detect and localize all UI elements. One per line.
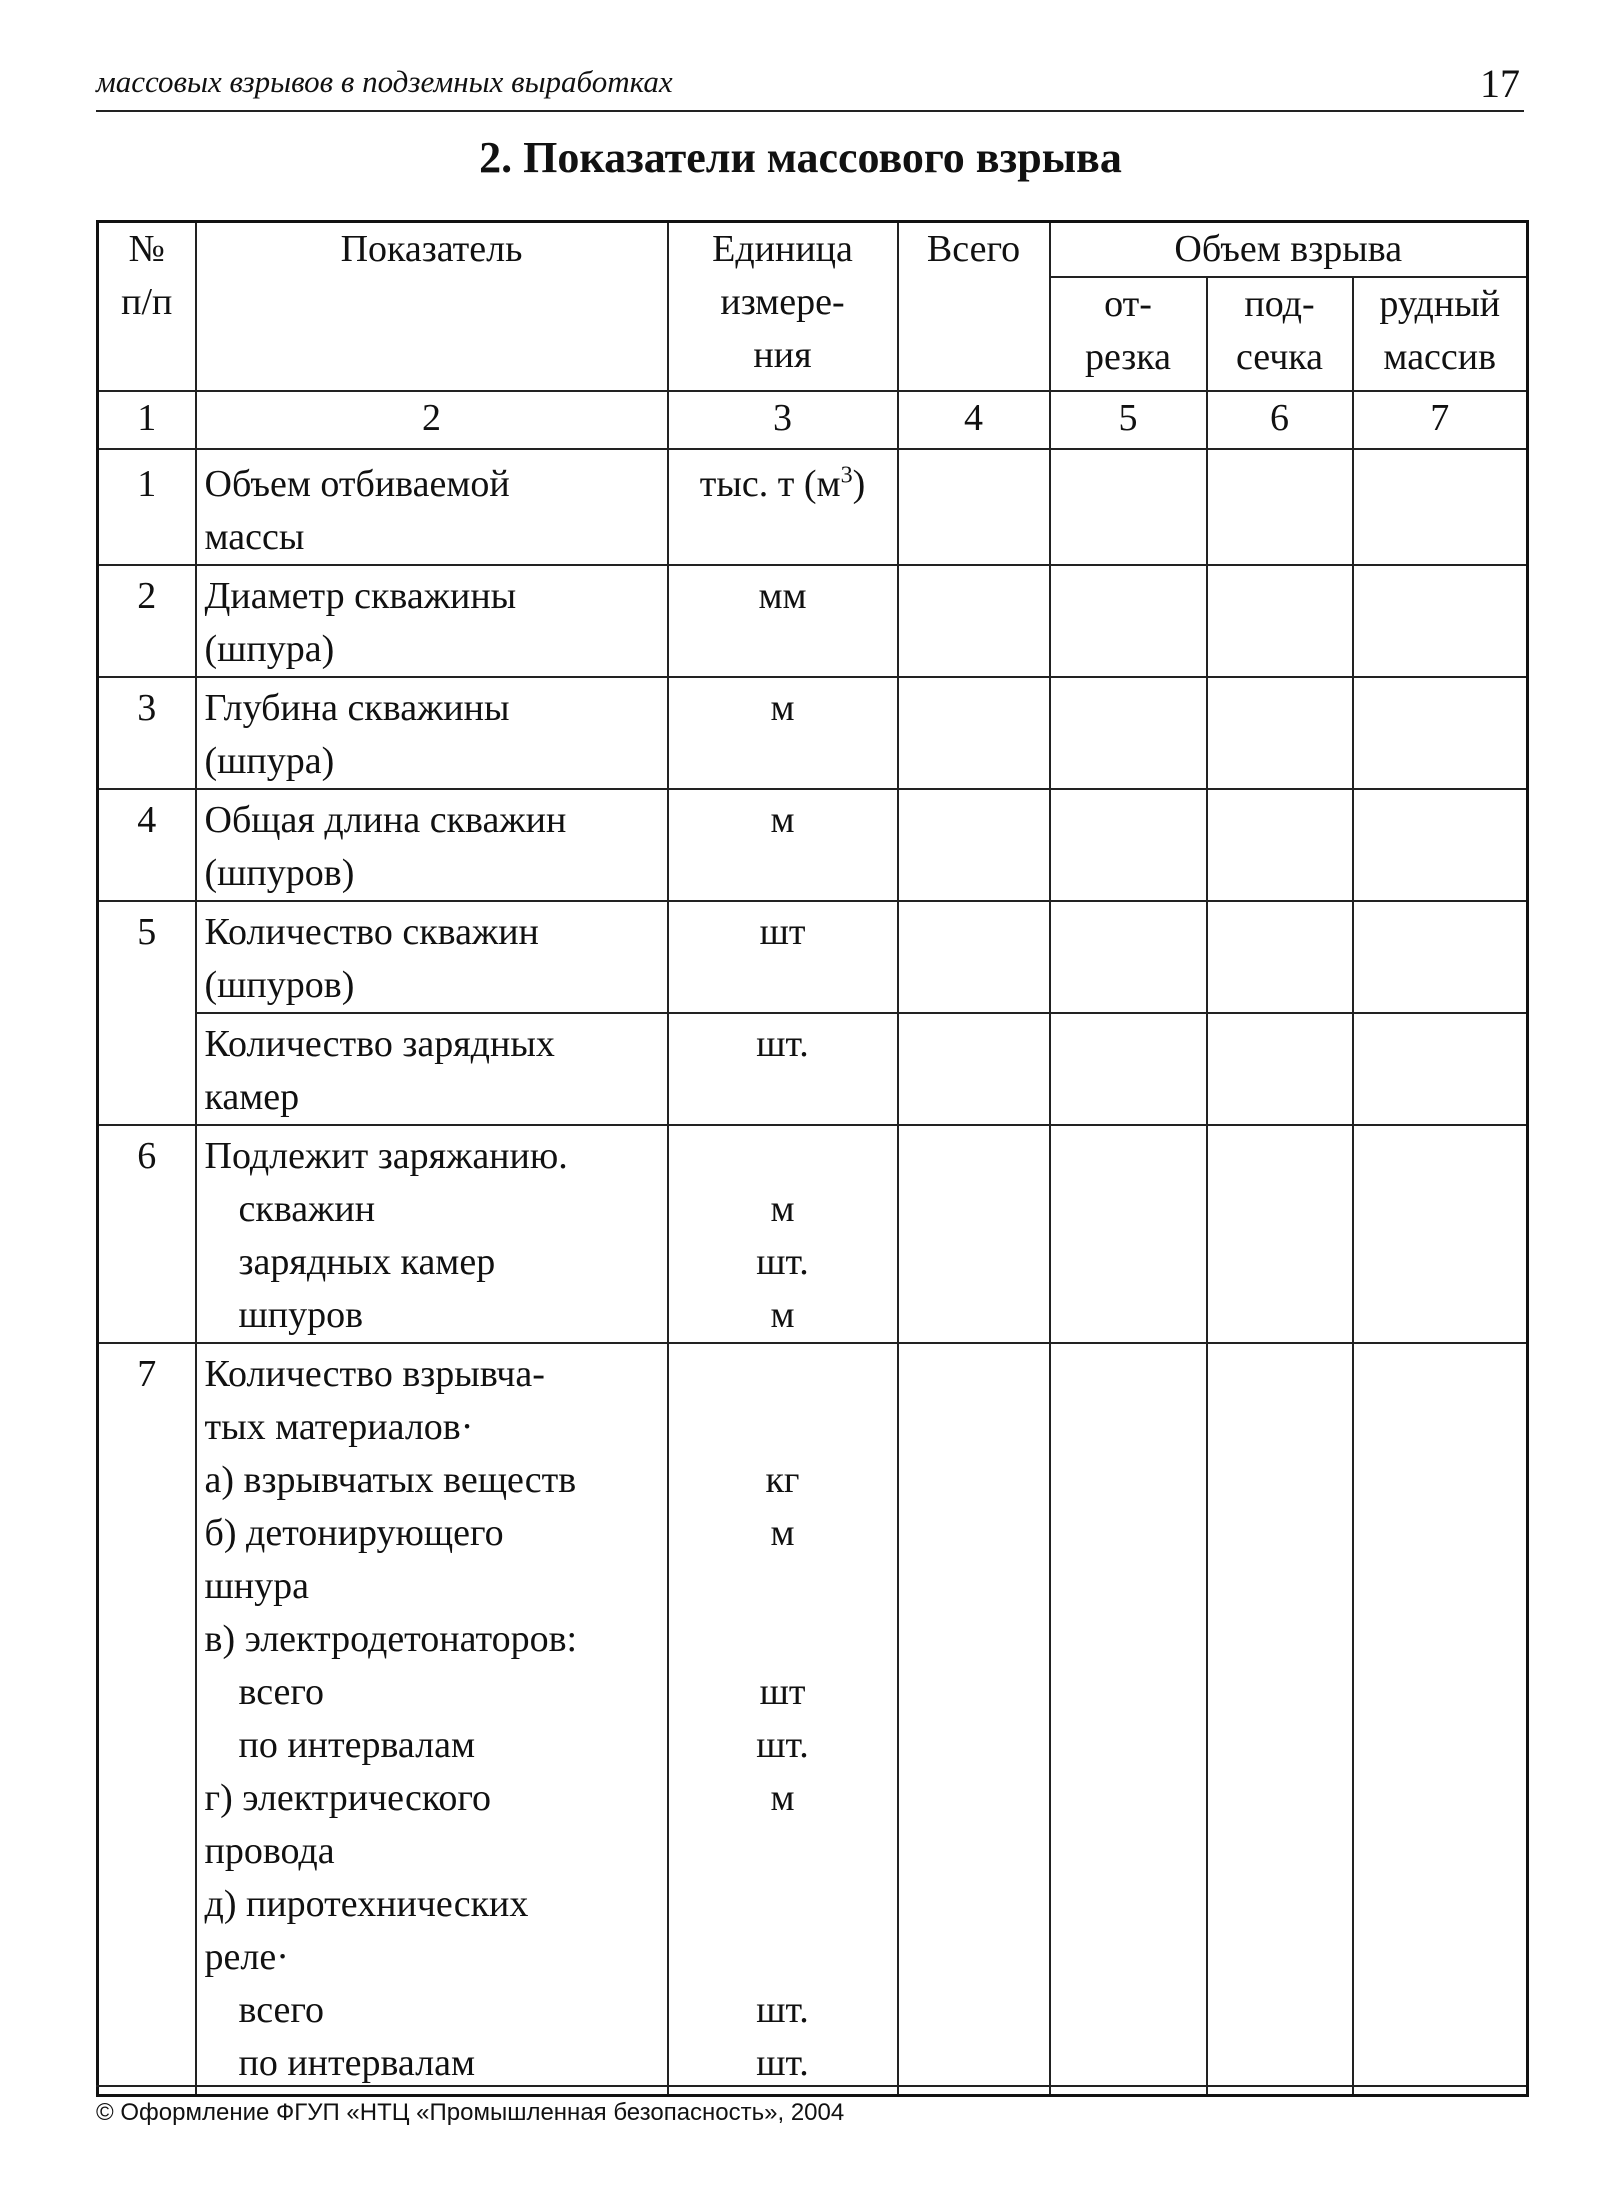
value-cell: [1353, 1343, 1528, 2095]
header-unit: [668, 222, 898, 392]
header-indicator: Показатель: [196, 222, 668, 392]
header-num-line: №: [128, 228, 165, 270]
unit-line: шт.: [756, 1023, 809, 1065]
indicator-line: массы: [204, 516, 305, 558]
row-indicator: [196, 449, 668, 565]
value-cell: [898, 901, 1050, 1013]
value-cell: [1207, 565, 1353, 677]
row-indicator: [196, 789, 668, 901]
value-cell: [1050, 901, 1207, 1013]
indicator-line: г) электрического: [204, 1777, 492, 1819]
unit-line: шт.: [756, 1989, 809, 2031]
indicator-line: по интервалам: [238, 1724, 475, 1766]
row-number: 3: [98, 677, 196, 789]
indicator-line: всего: [238, 1671, 325, 1713]
indicator-line: Количество зарядных: [204, 1023, 555, 1065]
unit-line: мм: [758, 575, 807, 617]
unit-line: [677, 1613, 889, 1666]
value-cell: [1050, 1013, 1207, 1125]
value-cell: [1353, 449, 1528, 565]
header-sub-line: резка: [1084, 336, 1172, 378]
footer-divider: [96, 2085, 1526, 2087]
value-cell: [898, 1125, 1050, 1343]
value-cell: [1353, 901, 1528, 1013]
indicator-line: Количество скважин: [204, 911, 539, 953]
unit-prefix: тыс. т (м: [699, 463, 841, 505]
header-num: [98, 222, 196, 392]
header-sub-undercut: [1207, 277, 1353, 391]
table-title: 2. Показатели массового взрыва: [479, 133, 1122, 182]
indicator-line: всего: [238, 1989, 325, 2031]
header-unit-line: ния: [753, 334, 812, 376]
unit-line: шт.: [756, 1724, 809, 1766]
unit-line: м: [770, 1188, 795, 1230]
indicator-line: Диаметр скважины: [204, 575, 517, 617]
indicator-line: скважин: [238, 1188, 376, 1230]
row-unit: [668, 901, 898, 1013]
header-volume: Объем взрыва: [1050, 222, 1528, 278]
row-unit: [668, 789, 898, 901]
unit-line: шт: [759, 1671, 806, 1713]
value-cell: [1207, 901, 1353, 1013]
value-cell: [1207, 789, 1353, 901]
indicator-line: (шпуров): [204, 852, 355, 894]
value-cell: [1050, 449, 1207, 565]
unit-line: шт.: [756, 1241, 809, 1283]
unit-superscript: 3: [840, 462, 853, 489]
running-header: [96, 58, 1524, 112]
row-indicator: [196, 565, 668, 677]
row-unit: [668, 565, 898, 677]
unit-line: м: [770, 1777, 795, 1819]
indicator-line: в) электродетонаторов:: [204, 1618, 578, 1660]
value-cell: [898, 449, 1050, 565]
row-indicator: [196, 901, 668, 1013]
indicator-line: по интервалам: [238, 2042, 475, 2084]
header-num-line: п/п: [121, 281, 173, 323]
value-cell: [1353, 565, 1528, 677]
row-number: 5: [98, 901, 196, 1125]
indicator-line: д) пиротехнических: [204, 1883, 529, 1925]
column-number: 1: [98, 391, 196, 449]
unit-line: [677, 1401, 889, 1454]
row-indicator: [196, 677, 668, 789]
value-cell: [1050, 565, 1207, 677]
row-number: 7: [98, 1343, 196, 2095]
value-cell: [898, 677, 1050, 789]
value-cell: [1050, 789, 1207, 901]
value-cell: [1353, 1125, 1528, 1343]
value-cell: [1050, 1125, 1207, 1343]
row-indicator: [196, 1125, 668, 1343]
running-title: массовых взрывов в подземных выработках: [96, 64, 673, 99]
unit-line: шт: [759, 911, 806, 953]
column-number: 7: [1353, 391, 1528, 449]
unit-line: [677, 1348, 889, 1401]
value-cell: [1050, 1343, 1207, 2095]
column-number-row: [98, 391, 1528, 449]
value-cell: [898, 789, 1050, 901]
row-unit: [668, 677, 898, 789]
row-number: 4: [98, 789, 196, 901]
indicator-line: зарядных камер: [238, 1241, 496, 1283]
unit-line: м: [770, 687, 795, 729]
indicator-line: (шпура): [204, 740, 335, 782]
indicator-line: шнура: [204, 1565, 309, 1607]
header-sub-line: от-: [1104, 283, 1152, 325]
value-cell: [1353, 677, 1528, 789]
column-number: 4: [898, 391, 1050, 449]
page-number: 17: [1480, 61, 1520, 106]
header-sub-line: сечка: [1235, 336, 1324, 378]
table-row: [98, 565, 1528, 677]
indicator-line: Количество взрывча-: [204, 1353, 545, 1395]
indicator-line: шпуров: [238, 1294, 364, 1336]
unit-line: [677, 1825, 889, 1878]
indicator-line: Общая длина скважин: [204, 799, 567, 841]
indicator-line: Подлежит заряжанию.: [204, 1135, 568, 1177]
indicator-line: (шпуров): [204, 964, 355, 1006]
unit-line: [677, 1931, 889, 1984]
row-indicator: [196, 1013, 668, 1125]
value-cell: [898, 565, 1050, 677]
indicator-line: Объем отбиваемой: [204, 463, 510, 505]
indicator-line: а) взрывчатых веществ: [204, 1459, 577, 1501]
table-row: [98, 1013, 1528, 1125]
value-cell: [1353, 1013, 1528, 1125]
indicator-line: реле·: [204, 1936, 289, 1978]
indicator-line: (шпура): [204, 628, 335, 670]
header-sub-ore: [1353, 277, 1528, 391]
row-unit: [668, 1343, 898, 2095]
row-unit: [668, 1013, 898, 1125]
value-cell: [1207, 1343, 1353, 2095]
table-row: [98, 1125, 1528, 1343]
header-sub-line: под-: [1244, 283, 1315, 325]
value-cell: [1207, 677, 1353, 789]
footer-copyright: © Оформление ФГУП «НТЦ «Промышленная безопасность», 2004: [96, 2099, 845, 2126]
table-row: [98, 449, 1528, 565]
value-cell: [898, 1013, 1050, 1125]
row-unit: [668, 1125, 898, 1343]
value-cell: [898, 1343, 1050, 2095]
table-row: [98, 901, 1528, 1013]
unit-line: [677, 1130, 889, 1183]
value-cell: [1353, 789, 1528, 901]
indicator-line: Глубина скважины: [204, 687, 510, 729]
unit-line: шт.: [756, 2042, 809, 2084]
header-sub-line: массив: [1383, 336, 1497, 378]
indicator-line: тых материалов·: [204, 1406, 474, 1448]
unit-suffix: ): [852, 463, 866, 505]
unit-line: [677, 1560, 889, 1613]
unit-line: м: [770, 1294, 795, 1336]
column-number: 6: [1207, 391, 1353, 449]
unit-line: кг: [765, 1459, 800, 1501]
indicator-line: камер: [204, 1076, 300, 1118]
column-number: 5: [1050, 391, 1207, 449]
header-sub-cut: [1050, 277, 1207, 391]
column-number: 2: [196, 391, 668, 449]
value-cell: [1207, 1013, 1353, 1125]
row-number: 2: [98, 565, 196, 677]
header-sub-line: рудный: [1379, 283, 1501, 325]
header-row-1: [98, 222, 1528, 278]
value-cell: [1207, 449, 1353, 565]
row-indicator: [196, 1343, 668, 2095]
indicators-table: [96, 220, 1529, 2097]
row-number: 1: [98, 449, 196, 565]
table-row: [98, 1343, 1528, 2095]
indicator-line: провода: [204, 1830, 335, 1872]
unit-line: м: [770, 799, 795, 841]
row-number: 6: [98, 1125, 196, 1343]
header-total: Всего: [898, 222, 1050, 392]
table-row: [98, 789, 1528, 901]
column-number: 3: [668, 391, 898, 449]
header-unit-line: измере-: [720, 281, 845, 323]
value-cell: [1050, 677, 1207, 789]
unit-line: [677, 1878, 889, 1931]
row-unit: [668, 449, 898, 565]
header-unit-line: Единица: [712, 228, 853, 270]
table-row: [98, 677, 1528, 789]
unit-line: м: [770, 1512, 795, 1554]
value-cell: [1207, 1125, 1353, 1343]
indicator-line: б) детонирующего: [204, 1512, 504, 1554]
